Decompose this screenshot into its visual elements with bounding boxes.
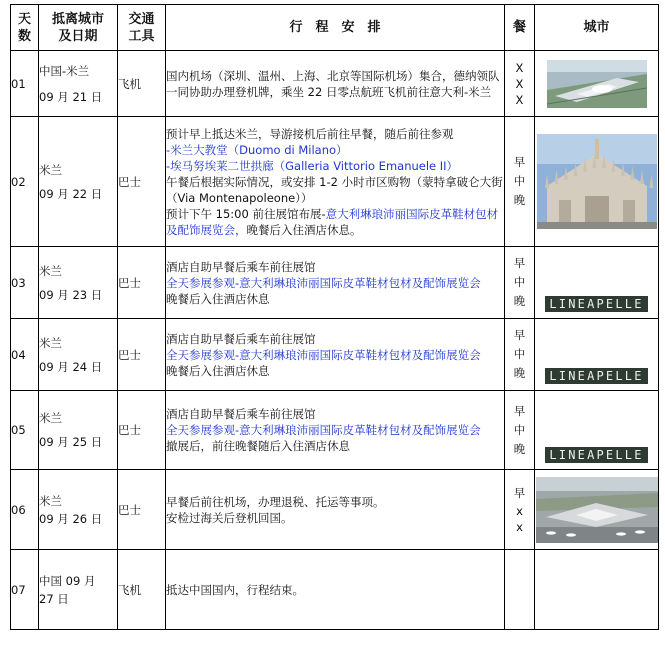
meal-mark: 晚 [513,441,526,456]
meal-cell [505,391,535,470]
transport-mode: 巴士 [118,423,141,437]
transport-cell [118,51,166,117]
transport-mode: 巴士 [118,347,141,362]
day-number: 04 [11,347,26,362]
transport-cell [118,319,166,391]
route-date: 09 月 21 日 [39,89,103,104]
transport-cell [118,550,166,630]
itinerary-row-02 [11,117,659,247]
meal-mark: X [515,76,524,91]
schedule-cell [166,51,505,117]
city-cell [535,51,659,117]
meal-mark: 中 [513,275,526,289]
meal-cell [505,550,535,630]
schedule-cell [166,391,505,470]
route-city: 中国-米兰 [39,63,90,78]
route-city: 米兰 [39,335,62,350]
schedule-text: 意大利琳琅沛丽国际皮革鞋材包材及配饰展览会， [166,206,499,237]
header-date-line2: 及日期 [58,28,98,44]
city-cell [535,319,659,391]
lineapelle-logo: LINEAPELLE [545,296,647,312]
schedule-text: 全天参展参观-意大利琳琅沛丽国际皮革鞋材包材及配饰展览会 [166,423,481,437]
schedule-text: 午餐后根据实际情况，或安排 1-2 小时市区购物（蒙特拿破仑大街（Via Montenapoleone）） [166,174,503,205]
schedule-text: -米兰大教堂（Duomo di Milano） [166,142,348,157]
header-city: 城市 [535,5,659,51]
meal-cell [505,117,535,247]
transport-mode: 飞机 [118,582,141,597]
header-meal: 餐 [505,5,535,51]
schedule-text: 全天参展参观-意大利琳琅沛丽国际皮革鞋材包材及配饰展览会 [166,347,481,362]
day-number: 03 [11,275,26,290]
transport-mode: 飞机 [118,76,141,91]
schedule-text: 预计早上抵达米兰，导游接机后前往早餐，随后前往参观 [166,126,454,141]
schedule-text: 国内机场（深圳、温州、上海、北京等国际机场）集合，德纳领队一同协助办理登机牌，乘坐 22 日零点航班飞机前往意大利-米兰 [166,68,500,99]
schedule-cell [166,117,505,247]
table-header-row [11,5,659,51]
date-cell [39,117,118,247]
route-city: 米兰 [39,493,62,508]
transport-mode: 巴士 [118,502,141,517]
date-cell [39,319,118,391]
schedule-text: 全天参展参观-意大利琳琅沛丽国际皮革鞋材包材及配饰展览会 [166,275,481,290]
route-date: 09 月 22 日 [39,186,103,201]
meal-mark: 晚 [513,366,526,380]
meal-mark: x [516,504,523,518]
route-date: 27 日 [39,591,69,606]
itinerary-row-06 [11,470,659,550]
schedule-text: 安检过海关后登机回国。 [166,510,293,525]
route-city: 中国 09 月 [39,573,96,588]
day-cell [11,51,39,117]
meal-mark: X [515,92,524,107]
day-cell [11,550,39,630]
day-cell [11,247,39,319]
schedule-text: 晚餐后入住酒店休息。 [246,222,362,237]
header-transport-line1: 交通 [128,11,155,27]
schedule-cell [166,550,505,630]
day-number: 07 [11,582,26,597]
meal-mark: 中 [513,347,526,361]
schedule-text: 晚餐后入住酒店休息 [166,363,270,378]
schedule-text: 酒店自助早餐后乘车前往展馆 [166,407,316,421]
schedule-cell [166,247,505,319]
schedule-text: 早餐后前往机场，办理退税、托运等事项。 [166,494,385,509]
meal-cell [505,470,535,550]
meal-mark: x [516,520,523,534]
route-date: 09 月 24 日 [39,359,103,374]
day-cell [11,391,39,470]
route-city: 米兰 [39,162,62,177]
meal-mark: 早 [513,486,526,500]
lineapelle-logo: LINEAPELLE [545,447,647,463]
date-cell [39,550,118,630]
schedule-text: 酒店自助早餐后乘车前往展馆 [166,331,316,346]
city-cell [535,550,659,630]
date-cell [39,51,118,117]
itinerary-row-01 [11,51,659,117]
meal-cell [505,319,535,391]
day-number: 05 [11,423,26,437]
airport-terminal-photo [536,477,658,543]
city-cell [535,470,659,550]
header-transport-line2: 工具 [128,28,155,44]
meal-mark: 晚 [513,294,526,308]
schedule-cell [166,319,505,391]
date-cell [39,470,118,550]
day-cell [11,470,39,550]
header-date [39,5,118,51]
transport-cell [118,391,166,470]
meal-mark: 早 [513,155,526,169]
meal-cell [505,51,535,117]
meal-mark: 早 [513,256,526,270]
route-date: 09 月 26 日 [39,511,103,526]
meal-mark: 中 [513,174,526,188]
itinerary-row-05 [11,391,659,470]
day-number: 06 [11,502,26,517]
city-cell [535,391,659,470]
meal-mark: X [515,60,524,75]
schedule-text: 晚餐后入住酒店休息 [166,291,270,306]
itinerary-row-03 [11,247,659,319]
header-day-line1: 天 [17,11,31,27]
transport-cell [118,470,166,550]
header-transport [118,5,166,51]
transport-mode: 巴士 [118,275,141,290]
schedule-text: 预计下午 15:00 前往展馆布展- [166,206,326,221]
day-cell [11,319,39,391]
lineapelle-logo: LINEAPELLE [545,368,647,384]
itinerary-row-04 [11,319,659,391]
transport-cell [118,117,166,247]
schedule-text: 抵达中国国内，行程结束。 [166,582,304,597]
schedule-text: 酒店自助早餐后乘车前往展馆 [166,259,316,274]
route-city: 米兰 [39,411,62,425]
header-date-line1: 抵离城市 [51,11,104,27]
schedule-text: 撤展后，前往晚餐随后入住酒店休息 [166,439,350,453]
transport-cell [118,247,166,319]
city-cell [535,247,659,319]
header-day-line2: 数 [17,28,31,44]
day-number: 01 [11,76,26,91]
milan-cathedral-photo [537,134,657,229]
schedule-cell [166,470,505,550]
day-cell [11,117,39,247]
day-number: 02 [11,174,26,189]
route-city: 米兰 [39,263,62,278]
schedule-text: -埃马努埃莱二世拱廊（Galleria Vittorio Emanuele II） [166,158,459,173]
route-date: 09 月 23 日 [39,287,103,302]
meal-mark: 晚 [513,193,526,207]
meal-mark: 早 [513,328,526,342]
header-schedule: 行 程 安 排 [166,5,505,51]
itinerary-row-07 [11,550,659,630]
date-cell [39,391,118,470]
airport-aerial-photo [547,60,647,108]
header-day [11,5,39,51]
route-date: 09 月 25 日 [39,435,103,449]
meal-cell [505,247,535,319]
city-cell [535,117,659,247]
meal-mark: 早 [513,403,526,418]
itinerary-table [10,4,659,630]
date-cell [39,247,118,319]
meal-mark: 中 [513,422,526,437]
transport-mode: 巴士 [118,174,141,189]
